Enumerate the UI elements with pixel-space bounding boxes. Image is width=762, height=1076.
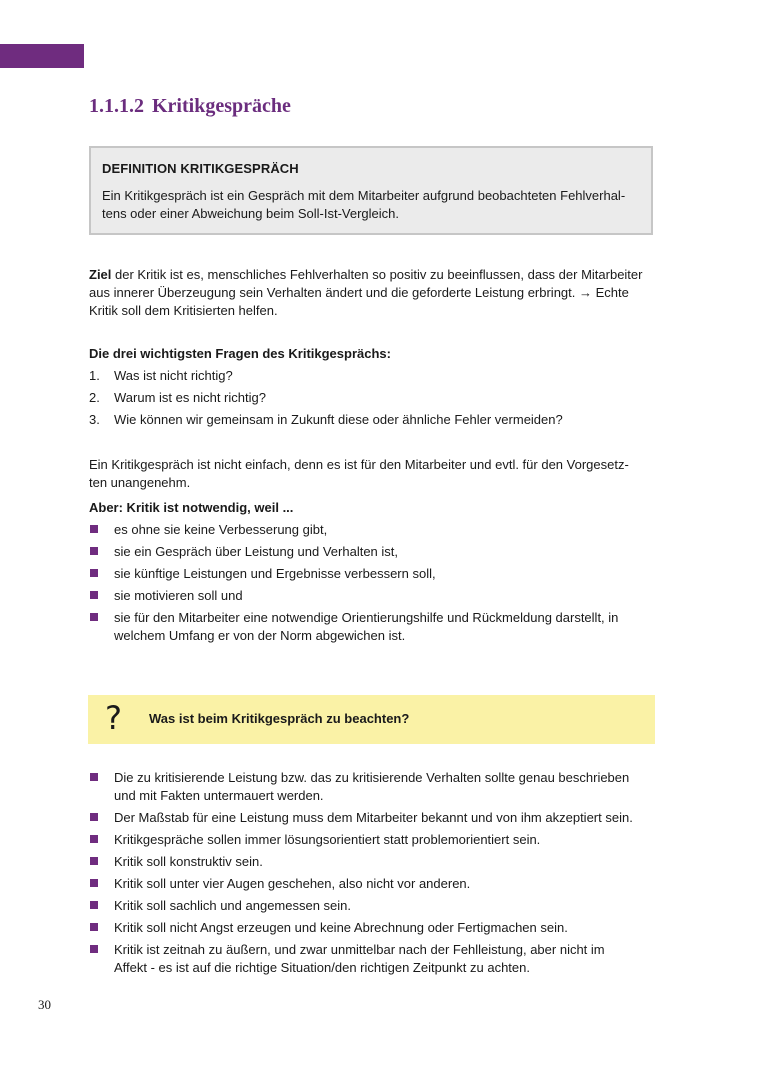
question-mark-icon: ? [105,699,122,737]
square-bullet-icon [90,879,98,887]
rules-list [89,769,655,977]
item-line: Kritik soll konstruktiv sein. [114,854,263,869]
chapter-marker-bar [0,44,84,68]
goal-lead: Ziel [89,267,112,282]
item-line: sie künftige Leistungen und Ergebnisse verbessern soll, [114,566,436,581]
question-box-text: Was ist beim Kritikgespräch zu beachten? [149,711,410,726]
square-bullet-icon [90,923,98,931]
list-item [89,809,655,827]
item-line: Kritik soll sachlich und angemessen sein. [114,898,352,913]
list-item [89,919,655,937]
square-bullet-icon [90,591,98,599]
section-heading [89,94,291,118]
definition-line: Ein Kritikgespräch ist ein Gespräch mit dem Mitarbeiter aufgrund beobachteten Fehlverhal- [102,188,626,203]
definition-title: DEFINITION KRITIKGESPRÄCH [102,161,299,176]
item-line: Der Maßstab für eine Leistung muss dem Mitarbeiter bekannt und von ihm akzeptiert sein. [114,810,633,825]
questions-list [89,367,655,429]
item-text: Was ist nicht richtig? [114,368,233,383]
item-line: Kritik ist zeitnah zu äußern, und zwar unmittelbar nach der Fehlleistung, aber nicht im [114,942,605,957]
item-line: Kritik soll unter vier Augen geschehen, also nicht vor anderen. [114,876,471,891]
square-bullet-icon [90,945,98,953]
item-text: Wie können wir gemeinsam in Zukunft diese oder ähnliche Fehler vermeiden? [114,412,563,427]
square-bullet-icon [90,813,98,821]
square-bullet-icon [90,547,98,555]
list-item [89,609,655,645]
list-item [89,853,655,871]
page-number: 30 [38,997,51,1012]
questions-heading: Die drei wichtigsten Fragen des Kritikgesprächs: [89,346,391,361]
list-item [89,543,655,561]
section-number: 1.1.1.2 [89,95,144,117]
question-box [88,695,655,744]
item-line: Affekt - es ist auf die richtige Situation/den richtigen Zeitpunkt zu achten. [114,960,530,975]
list-item [89,411,655,429]
difficulty-paragraph [89,456,655,492]
goal-line: aus innerer Überzeugung sein Verhalten ändert und die geforderte Leistung erbringt. → Echte [89,285,629,300]
item-line: Kritik soll nicht Angst erzeugen und keine Abrechnung oder Fertigmachen sein. [114,920,568,935]
item-number: 1. [89,368,100,383]
item-line: welchem Umfang er von der Norm abgewichen ist. [114,628,406,643]
definition-box [89,146,653,235]
goal-paragraph [89,266,655,320]
square-bullet-icon [90,857,98,865]
item-text: Warum ist es nicht richtig? [114,390,266,405]
list-item [89,875,655,893]
list-item [89,897,655,915]
list-item [89,521,655,539]
item-number: 2. [89,390,100,405]
list-item [89,769,655,805]
definition-text [102,187,641,223]
item-line: Die zu kritisierende Leistung bzw. das zu kritisierende Verhalten sollte genau beschrieben [114,770,630,785]
item-line: und mit Fakten untermauert werden. [114,788,324,803]
item-line: Kritikgespräche sollen immer lösungsorientiert statt problemorientiert sein. [114,832,541,847]
item-line: es ohne sie keine Verbesserung gibt, [114,522,328,537]
item-number: 3. [89,412,100,427]
necessity-heading: Aber: Kritik ist notwendig, weil ... [89,500,294,515]
goal-line: Kritik soll dem Kritisierten helfen. [89,303,278,318]
square-bullet-icon [90,569,98,577]
list-item [89,831,655,849]
list-item [89,565,655,583]
item-line: sie ein Gespräch über Leistung und Verhalten ist, [114,544,399,559]
difficulty-line: ten unangenehm. [89,475,191,490]
square-bullet-icon [90,773,98,781]
list-item [89,367,655,385]
list-item [89,587,655,605]
square-bullet-icon [90,901,98,909]
questions-section [89,345,655,433]
goal-line-text: der Kritik ist es, menschliches Fehlverhalten so positiv zu beeinflussen, dass der Mitarbeiter [111,267,643,282]
item-line: sie motivieren soll und [114,588,243,603]
list-item [89,941,655,977]
item-line: sie für den Mitarbeiter eine notwendige Orientierungshilfe und Rückmeldung darstellt, in [114,610,619,625]
square-bullet-icon [90,613,98,621]
necessity-section [89,499,655,649]
list-item [89,389,655,407]
square-bullet-icon [90,835,98,843]
rules-section [89,769,655,981]
square-bullet-icon [90,525,98,533]
section-title: Kritikgespräche [152,95,291,117]
difficulty-line: Ein Kritikgespräch ist nicht einfach, denn es ist für den Mitarbeiter und evtl. für den Vorgesetz- [89,457,629,472]
necessity-list [89,521,655,645]
goal-line [89,266,655,284]
definition-line: tens oder einer Abweichung beim Soll-Ist-Vergleich. [102,206,399,221]
